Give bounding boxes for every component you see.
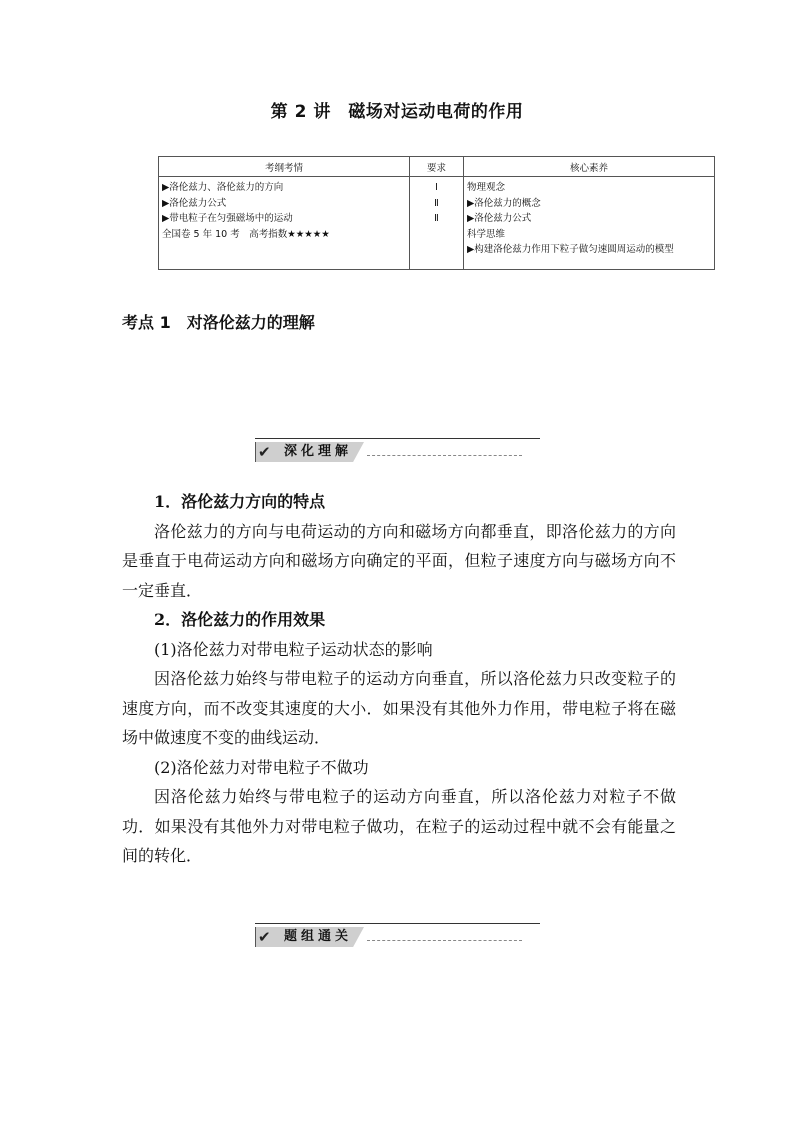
banner-rule	[255, 438, 540, 439]
point-heading: 2．洛伦兹力的作用效果	[154, 610, 326, 629]
core-literacy-cell	[464, 177, 715, 270]
literacy-item: ▶洛伦兹力公式	[467, 213, 532, 224]
banner-dashed-rule	[367, 455, 522, 456]
paragraph: 因洛伦兹力始终与带电粒子的运动方向垂直，所以洛伦兹力只改变粒子的速度方向，而不改变其速度的大小．如果没有其他外力作用，带电粒子将在磁场中做速度不变的曲线运动．	[122, 669, 676, 747]
subpoint-heading: (1)洛伦兹力对带电粒子运动状态的影响	[154, 639, 433, 659]
banner-rule	[255, 923, 540, 924]
requirement-level: Ⅱ	[434, 213, 439, 224]
paragraph: 洛伦兹力的方向与电荷运动的方向和磁场方向都垂直，即洛伦兹力的方向是垂直于电荷运动方向和磁场方向确定的平面，但粒子速度方向与磁场方向不一定垂直．	[122, 521, 676, 600]
table-row	[159, 177, 715, 270]
syllabus-cell	[159, 177, 410, 270]
header-core-literacy: 核心素养	[464, 157, 715, 177]
deepen-understanding-banner	[255, 438, 540, 464]
point-heading: 1．洛伦兹力方向的特点	[154, 492, 326, 511]
paragraph: 因洛伦兹力始终与带电粒子的运动方向垂直，所以洛伦兹力对粒子不做功．如果没有其他外力对带电粒子做功，在粒子的运动过程中就不会有能量之间的转化．	[122, 787, 676, 865]
header-syllabus: 考纲考情	[159, 157, 410, 177]
header-requirement: 要求	[410, 157, 464, 177]
table-header-row	[159, 157, 715, 177]
banner-label: 题组通关	[284, 929, 353, 944]
literacy-category: 科学思维	[467, 228, 506, 240]
syllabus-item: ▶洛伦兹力公式	[162, 197, 227, 209]
requirement-level: Ⅰ	[435, 182, 438, 193]
explanation-body	[122, 487, 676, 871]
syllabus-table	[158, 156, 715, 270]
practice-group-banner	[255, 923, 540, 949]
literacy-item: ▶构建洛伦兹力作用下粒子做匀速圆周运动的模型	[467, 244, 674, 255]
checkmark-icon: ✔	[258, 928, 271, 946]
checkmark-icon: ✔	[258, 443, 271, 461]
section-heading: 考点 1 对洛伦兹力的理解	[122, 313, 315, 332]
literacy-category: 物理观念	[467, 182, 506, 193]
literacy-item: ▶洛伦兹力的概念	[467, 197, 541, 209]
banner-dashed-rule	[367, 940, 522, 941]
exam-frequency: 全国卷 5 年 10 考 高考指数★★★★★	[162, 228, 330, 240]
syllabus-item: ▶洛伦兹力、洛伦兹力的方向	[162, 182, 284, 193]
lesson-title: 第 2 讲 磁场对运动电荷的作用	[270, 102, 524, 122]
syllabus-item: ▶带电粒子在匀强磁场中的运动	[162, 213, 293, 224]
subpoint-heading: (2)洛伦兹力对带电粒子不做功	[154, 757, 369, 777]
requirement-level: Ⅱ	[434, 197, 439, 209]
banner-label: 深化理解	[284, 444, 353, 459]
requirement-cell	[410, 177, 464, 270]
